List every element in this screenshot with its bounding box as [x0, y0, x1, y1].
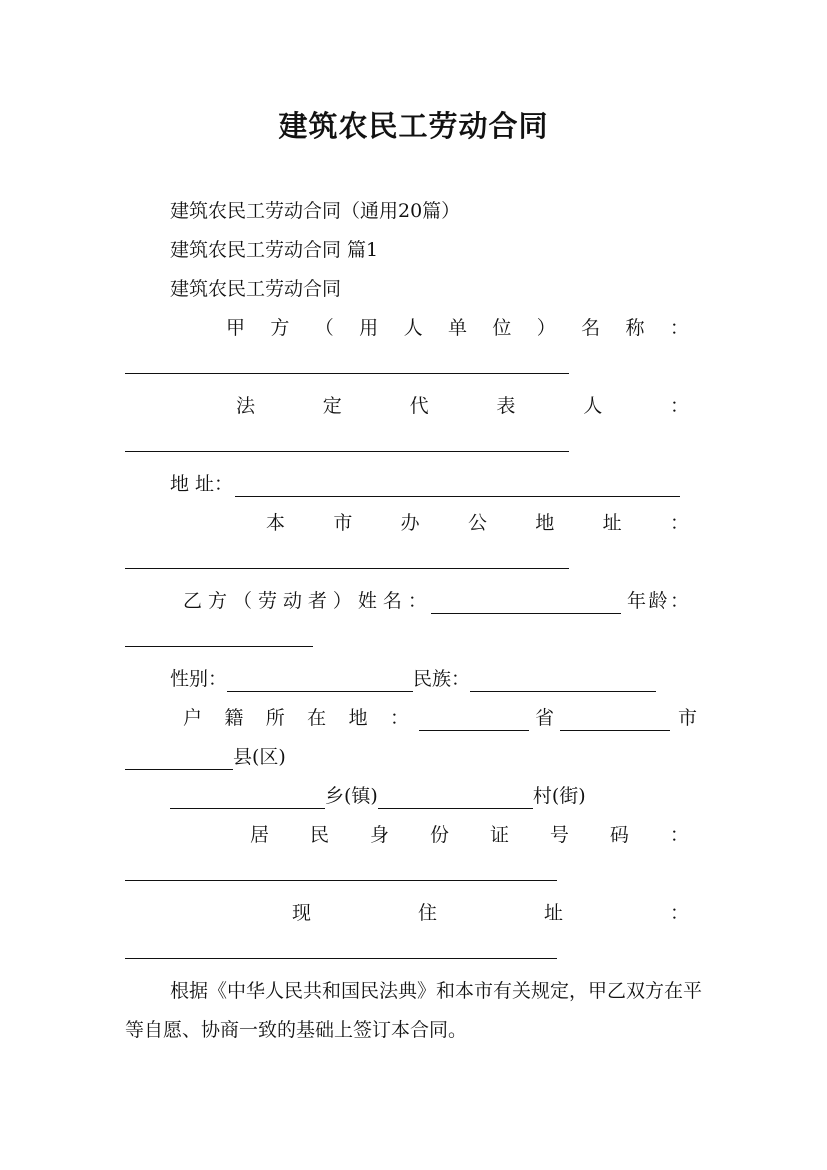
party-a-name-label: 甲 方 （ 用 人 单 位 ） 名 称 ：	[226, 317, 689, 339]
residence-label: 户 籍 所 在 地 ：	[183, 707, 409, 729]
document-title: 建筑农民工劳动合同	[278, 109, 549, 143]
party-b-name-blank[interactable]	[431, 593, 621, 614]
ethnicity-label: 民族：	[413, 668, 471, 690]
county-row	[125, 744, 286, 770]
gender-blank[interactable]	[227, 671, 413, 692]
address-blank[interactable]	[235, 476, 680, 497]
office-address-label: 本 市 办 公 地 址 ：	[266, 512, 689, 534]
province-blank[interactable]	[419, 710, 529, 731]
city-label: 市	[678, 707, 698, 729]
township-blank[interactable]	[170, 788, 325, 809]
address-label: 地 址：	[170, 473, 234, 495]
city-blank[interactable]	[560, 710, 670, 731]
party-b-row	[183, 588, 689, 614]
county-label: 县(区)	[233, 746, 286, 768]
office-address-blank[interactable]	[125, 568, 569, 569]
residence-row	[183, 705, 701, 731]
gender-label: 性别：	[170, 668, 228, 690]
county-blank[interactable]	[125, 749, 233, 770]
subtitle-contract: 建筑农民工劳动合同	[170, 278, 342, 300]
village-blank[interactable]	[378, 788, 533, 809]
ethnicity-blank[interactable]	[470, 671, 656, 692]
age-blank[interactable]	[125, 646, 313, 647]
township-label: 乡(镇)	[325, 785, 378, 807]
subtitle-general: 建筑农民工劳动合同（通用20篇）	[170, 200, 461, 222]
legal-rep-label: 法 定 代 表 人 ：	[236, 395, 689, 417]
current-address-blank[interactable]	[125, 958, 557, 959]
party-a-name-blank[interactable]	[125, 373, 569, 374]
township-row	[170, 783, 586, 809]
subtitle-article-1: 建筑农民工劳动合同 篇1	[170, 239, 379, 261]
contract-basis-paragraph: 根据《中华人民共和国民法典》和本市有关规定，甲乙双方在平等自愿、协商一致的基础上签订本合同。	[125, 980, 703, 1041]
party-b-name-label: 乙 方 （ 劳 动 者 ） 姓 名 ：	[183, 590, 427, 612]
gender-ethnicity-row	[170, 666, 656, 692]
legal-rep-blank[interactable]	[125, 451, 569, 452]
address-row	[170, 471, 682, 497]
id-number-blank[interactable]	[125, 880, 557, 881]
province-label: 省	[535, 707, 555, 729]
id-number-label: 居 民 身 份 证 号 码 ：	[250, 824, 689, 846]
age-label: 年 龄 ：	[627, 590, 689, 612]
village-label: 村(街)	[532, 785, 586, 807]
current-address-label: 现 住 址 ：	[292, 902, 689, 924]
